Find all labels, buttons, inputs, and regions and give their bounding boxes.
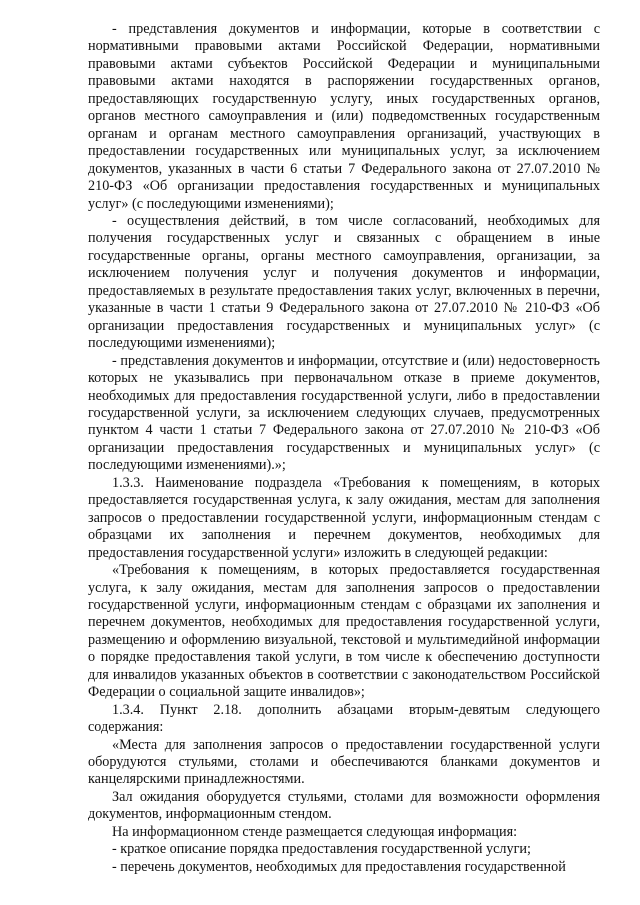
document-page [88,21,600,876]
paragraph-info-stand: На информационном стенде размещается следующая информация: [112,823,518,840]
paragraph-1-3-4: 1.3.4. Пункт 2.18. дополнить абзацами вторым-девятым следующего содержания: [88,701,600,736]
paragraph-waiting-hall: Зал ожидания оборудуется стульями, столами для возможности оформления документов, информационным стендом. [88,788,600,823]
paragraph-requirements-title: «Требования к помещениям, в которых предоставляется государственная услуга, к залу ожидания, местам для заполнения запросов о предоставлении государственной услуги, информационным стендам с образцами их заполнения и перечнем документов, необходимых для предоставления государственной услуги, размещению и оформлению визуальной, текстовой и мультимедийной информации о порядке предоставления такой услуги, в том числе к обеспечению доступности для инвалидов указанных объектов в соответствии с законодательством Российской Федерации о социальной защите инвалидов»; [88,562,600,701]
paragraph-request-places: «Места для заполнения запросов о предоставлении государственной услуги оборудуются стульями, столами и обеспечиваются бланками документов и канцелярскими принадлежностями. [88,736,600,788]
list-item-documents-list: - перечень документов, необходимых для предоставления государственной [112,858,566,875]
paragraph-prohibition-documents: - представления документов и информации, которые в соответствии с нормативными правовыми актами Российской Федерации, нормативными правовыми актами субъектов Российской Федерации и муниципальными правовыми актами находятся в распоряжении государственных органов, предоставляющих государственную услугу, иных государственных органов, органов местного самоуправления и (или) подведомственных государственным органам и органам местного самоуправления организаций, участвующих в предоставлении государственных или муниципальных услуг, за исключением документов, указанных в части 6 статьи 7 Федерального закона от 27.07.2010 № 210-ФЗ «Об организации предоставления государственных и муниципальных услуг» (с последующими изменениями); [88,21,600,212]
paragraph-1-3-3: 1.3.3. Наименование подраздела «Требования к помещениям, в которых предоставляется государственная услуга, к залу ожидания, местам для заполнения запросов о предоставлении государственной услуги, информационным стендам с образцами их заполнения и перечнем документов, необходимых для предоставления государственной услуги» изложить в следующей редакции: [88,474,600,561]
list-item-brief-description: - краткое описание порядка предоставления государственной услуги; [112,841,531,858]
paragraph-prohibition-actions: - осуществления действий, в том числе согласований, необходимых для получения государственных услуг и связанных с обращением в иные государственные органы, органы местного самоуправления, организации, за исключением получения услуг и получения документов и информации, предоставляемых в результате предоставления таких услуг, включенных в перечни, указанные в части 1 статьи 9 Федерального закона от 27.07.2010 № 210-ФЗ «Об организации предоставления государственных и муниципальных услуг» (с последующими изменениями); [88,212,600,352]
paragraph-prohibition-missing-documents: - представления документов и информации, отсутствие и (или) недостоверность которых не указывались при первоначальном отказе в приеме документов, необходимых для предоставления государственной услуги, либо в предоставлении государственной услуги, за исключением следующих случаев, предусмотренных пунктом 4 части 1 статьи 7 Федерального закона от 27.07.2010 № 210-ФЗ «Об организации предоставления государственных и муниципальных услуг» (с последующими изменениями).»; [88,352,600,474]
